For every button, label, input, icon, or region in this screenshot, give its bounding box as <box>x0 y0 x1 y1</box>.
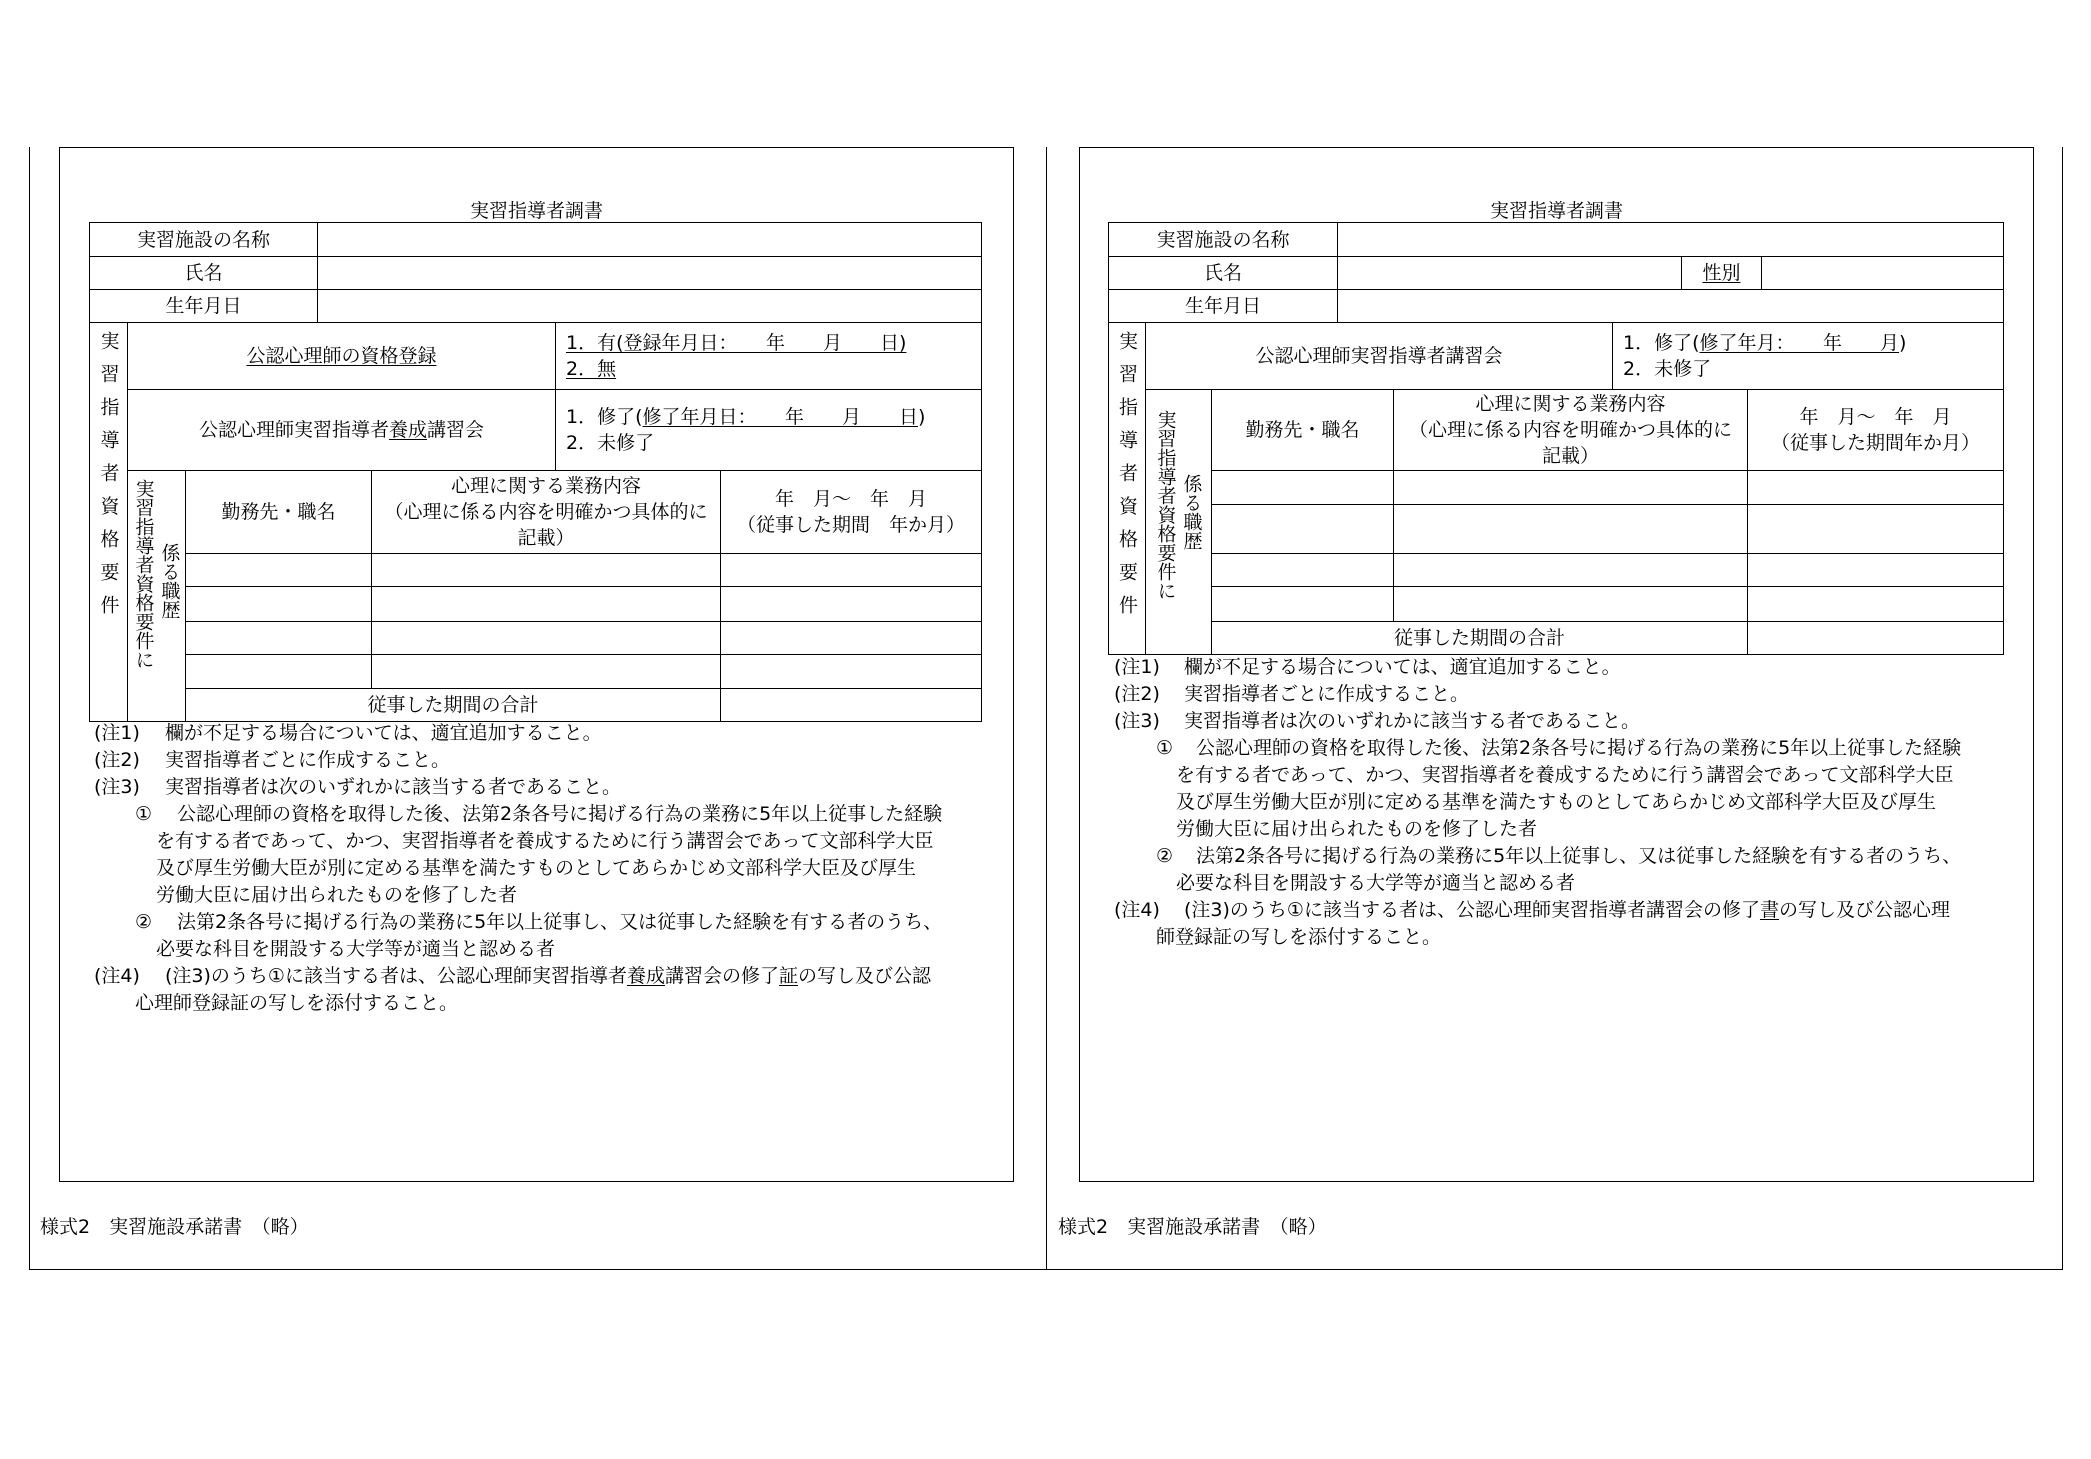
note-4: (注3)のうち①に該当する者は、公認心理師実習指導者養成講習会の修了証の写し及び公認 <box>165 965 932 987</box>
right-form-table <box>1108 222 2004 655</box>
gender-input[interactable] <box>1762 257 2004 290</box>
employer-cell[interactable] <box>1212 587 1394 622</box>
item-1-line: 及び厚生労働大臣が別に定める基準を満たすものとしてあらかじめ文部科学大臣及び厚生 <box>1176 791 1937 813</box>
employer-cell[interactable] <box>186 554 372 587</box>
period-header: 年 月～ 年 月 （従事した期間年か月） <box>1748 390 2004 471</box>
left-footer: 様式2 実習施設承諾書 （略） <box>40 1216 309 1238</box>
dob-label: 生年月日 <box>1109 290 1338 323</box>
employer-header: 勤務先・職名 <box>1212 390 1394 471</box>
employer-cell[interactable] <box>186 655 372 689</box>
facility-input[interactable] <box>1338 223 2004 257</box>
career-row <box>90 655 982 689</box>
dob-input[interactable] <box>1338 290 2004 323</box>
note-2: 実習指導者ごとに作成すること。 <box>1184 683 1470 705</box>
note-3-label: (注3) <box>94 776 140 798</box>
item-1-line: 労働大臣に届け出られたものを修了した者 <box>1176 818 1538 840</box>
item-2-line: 必要な科目を開設する大学等が適当と認める者 <box>156 938 556 960</box>
name-input[interactable] <box>318 257 982 290</box>
training-course-options[interactable]: 1．修了(修了年月日： 年 月 日) 2．未修了 <box>556 390 982 471</box>
training-course-options[interactable]: 1．修了(修了年月： 年 月) 2．未修了 <box>1613 323 2004 390</box>
career-row <box>1109 471 2004 505</box>
qualification-vertical-label: 実習指導者資格要件 <box>1109 323 1146 655</box>
item-2-label: ② <box>135 911 153 933</box>
note-2: 実習指導者ごとに作成すること。 <box>165 749 451 771</box>
right-form-page <box>1079 147 2034 1182</box>
duties-cell[interactable] <box>1394 587 1748 622</box>
period-cell[interactable] <box>1748 471 2004 505</box>
item-1-line: を有する者であって、かつ、実習指導者を養成するために行う講習会であって文部科学大臣 <box>156 830 934 852</box>
item-1-line: 労働大臣に届け出られたものを修了した者 <box>156 884 518 906</box>
note-4-line-2: 師登録証の写しを添付すること。 <box>1156 926 1442 948</box>
duties-cell[interactable] <box>1394 554 1748 587</box>
note-1-label: (注1) <box>1114 656 1160 678</box>
name-label: 氏名 <box>90 257 318 290</box>
registration-options[interactable]: 1．有(登録年月日： 年 月 日) 2．無 <box>556 323 982 390</box>
career-row <box>1109 505 2004 554</box>
note-1: 欄が不足する場合については、適宜追加すること。 <box>1184 656 1621 678</box>
duties-cell[interactable] <box>1394 471 1748 505</box>
facility-label: 実習施設の名称 <box>1109 223 1338 257</box>
career-vertical-label: 実習指導者資格要件に 係る職歴 <box>128 471 186 722</box>
facility-label: 実習施設の名称 <box>90 223 318 257</box>
note-4: (注3)のうち①に該当する者は、公認心理師実習指導者講習会の修了書の写し及び公認心理 <box>1184 899 1950 921</box>
item-2-line: 法第2条各号に掲げる行為の業務に5年以上従事し、又は従事した経験を有する者のうち、 <box>1196 845 1962 867</box>
form-title: 実習指導者調書 <box>469 200 603 222</box>
employer-cell[interactable] <box>1212 554 1394 587</box>
note-2-label: (注2) <box>1114 683 1160 705</box>
career-row <box>1109 587 2004 622</box>
period-cell[interactable] <box>1748 554 2004 587</box>
note-3: 実習指導者は次のいずれかに該当する者であること。 <box>165 776 622 798</box>
qualification-vertical-label: 実習指導者資格要件 <box>90 323 128 722</box>
employer-header: 勤務先・職名 <box>186 471 372 554</box>
note-3-label: (注3) <box>1114 710 1160 732</box>
note-1: 欄が不足する場合については、適宜追加すること。 <box>165 722 602 744</box>
item-2-line: 法第2条各号に掲げる行為の業務に5年以上従事し、又は従事した経験を有する者のうち、 <box>177 911 943 933</box>
duties-cell[interactable] <box>1394 505 1748 554</box>
item-2-line: 必要な科目を開設する大学等が適当と認める者 <box>1176 872 1576 894</box>
left-form-page <box>59 147 1014 1182</box>
employer-cell[interactable] <box>186 587 372 622</box>
dob-input[interactable] <box>318 290 982 323</box>
employer-cell[interactable] <box>1212 471 1394 505</box>
employer-cell[interactable] <box>186 622 372 655</box>
note-1-label: (注1) <box>94 722 140 744</box>
item-1-line: 公認心理師の資格を取得した後、法第2条各号に掲げる行為の業務に5年以上従事した経験 <box>1196 737 1962 759</box>
career-row <box>90 554 982 587</box>
gender-label: 性別 <box>1682 257 1762 290</box>
career-row <box>90 622 982 655</box>
total-period-label: 従事した期間の合計 <box>1212 622 1748 655</box>
career-vertical-label: 実習指導者資格要件に 係る職歴 <box>1146 390 1212 655</box>
duties-cell[interactable] <box>372 587 721 622</box>
training-course-label: 公認心理師実習指導者講習会 <box>1146 323 1613 390</box>
note-2-label: (注2) <box>94 749 140 771</box>
total-period-cell[interactable] <box>1748 622 2004 655</box>
item-2-label: ② <box>1156 845 1174 867</box>
registration-label: 公認心理師の資格登録 <box>128 323 556 390</box>
duties-cell[interactable] <box>372 554 721 587</box>
duties-header: 心理に関する業務内容 （心理に係る内容を明確かつ具体的に 記載） <box>1394 390 1748 471</box>
dob-label: 生年月日 <box>90 290 318 323</box>
career-row <box>90 587 982 622</box>
period-cell[interactable] <box>1748 587 2004 622</box>
note-4-label: (注4) <box>1114 899 1160 921</box>
period-cell[interactable] <box>721 587 982 622</box>
training-course-label: 公認心理師実習指導者養成講習会 <box>128 390 556 471</box>
page-divider <box>1046 147 1047 1270</box>
note-3: 実習指導者は次のいずれかに該当する者であること。 <box>1184 710 1641 732</box>
period-cell[interactable] <box>721 554 982 587</box>
employer-cell[interactable] <box>1212 505 1394 554</box>
note-4-line-2: 心理師登録証の写しを添付すること。 <box>135 992 459 1014</box>
form-title: 実習指導者調書 <box>1489 200 1623 222</box>
career-row <box>1109 554 2004 587</box>
period-header: 年 月～ 年 月 （従事した期間 年か月） <box>721 471 982 554</box>
item-1-line: を有する者であって、かつ、実習指導者を養成するために行う講習会であって文部科学大臣 <box>1176 764 1954 786</box>
total-period-label: 従事した期間の合計 <box>186 689 721 722</box>
name-label: 氏名 <box>1109 257 1338 290</box>
duties-cell[interactable] <box>372 622 721 655</box>
period-cell[interactable] <box>1748 505 2004 554</box>
period-cell[interactable] <box>721 655 982 689</box>
item-1-label: ① <box>135 803 153 825</box>
item-1-line: 公認心理師の資格を取得した後、法第2条各号に掲げる行為の業務に5年以上従事した経験 <box>177 803 943 825</box>
item-1-label: ① <box>1156 737 1174 759</box>
right-footer: 様式2 実習施設承諾書 （略） <box>1058 1216 1327 1238</box>
left-form-table <box>89 222 982 722</box>
item-1-line: 及び厚生労働大臣が別に定める基準を満たすものとしてあらかじめ文部科学大臣及び厚生 <box>156 857 917 879</box>
total-period-cell[interactable] <box>721 689 982 722</box>
duties-cell[interactable] <box>372 655 721 689</box>
name-input[interactable] <box>1338 257 1682 290</box>
note-4-label: (注4) <box>94 965 140 987</box>
duties-header: 心理に関する業務内容 （心理に係る内容を明確かつ具体的に 記載） <box>372 471 721 554</box>
period-cell[interactable] <box>721 622 982 655</box>
facility-input[interactable] <box>318 223 982 257</box>
